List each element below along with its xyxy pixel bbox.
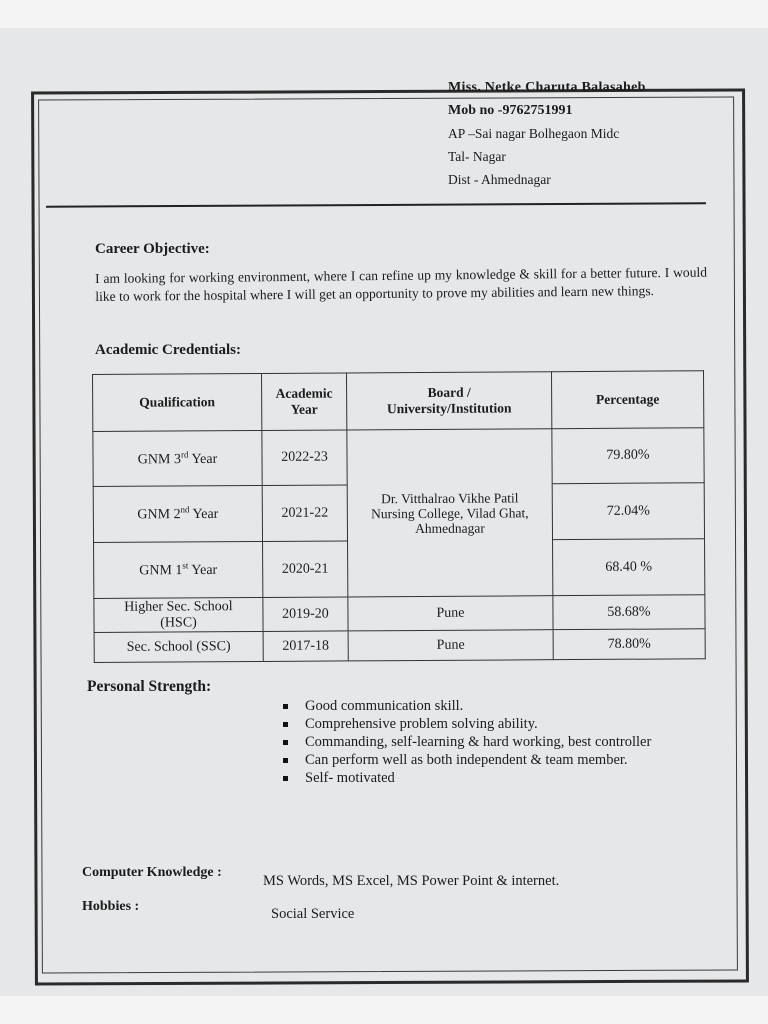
- year-cell: 2020-21: [263, 541, 348, 598]
- year-cell: 2019-20: [263, 597, 348, 632]
- hobbies-label: Hobbies :: [82, 899, 140, 914]
- percentage-cell: 58.68%: [553, 595, 705, 630]
- bullet-icon: [283, 704, 288, 709]
- bullet-icon: [283, 758, 288, 763]
- col-board-line2: University/Institution: [386, 400, 512, 417]
- qualification-line1: Higher Sec. School: [124, 598, 233, 615]
- qualification-cell: Sec. School (SSC): [94, 631, 263, 662]
- computer-knowledge-label: Computer Knowledge :: [82, 865, 222, 880]
- year-cell: 2017-18: [263, 631, 348, 662]
- taluka-line: Tal- Nagar: [448, 149, 506, 164]
- strength-text: Self- motivated: [305, 770, 395, 786]
- qualification-cell: [94, 541, 263, 598]
- list-item: [283, 769, 651, 787]
- col-academic-year: [261, 373, 346, 431]
- board-line2: Nursing College, Vilad Ghat,: [371, 504, 529, 521]
- strength-text: Comprehensive problem solving ability.: [305, 716, 538, 732]
- col-qualification: Qualification: [93, 373, 262, 431]
- computer-knowledge-value: MS Words, MS Excel, MS Power Point & internet.: [263, 873, 560, 889]
- strength-text: Can perform well as both independent & team member.: [305, 752, 628, 768]
- mobile-number: Mob no -9762751991: [448, 103, 573, 118]
- qualification-cell: [93, 430, 262, 486]
- col-board: [346, 372, 551, 430]
- percentage-cell: 79.80%: [552, 428, 704, 484]
- address-line: AP –Sai nagar Bolhegaon Midc: [448, 126, 620, 141]
- bullet-icon: [283, 722, 288, 727]
- qualification-year-word: Year: [189, 507, 219, 523]
- strength-text: Good communication skill.: [305, 698, 464, 714]
- contact-header: [448, 76, 646, 191]
- ordinal-suffix: rd: [180, 449, 189, 460]
- qualification-year-word: Year: [188, 451, 218, 467]
- board-line1: Dr. Vitthalrao Vikhe Patil: [381, 489, 519, 506]
- percentage-cell: 78.80%: [553, 629, 705, 660]
- qualification-year-word: Year: [188, 563, 218, 579]
- qualification-cell: [94, 597, 263, 632]
- bullet-icon: [283, 740, 288, 745]
- career-objective-heading: Career Objective:: [95, 241, 210, 257]
- table-row: [93, 428, 704, 487]
- personal-strength-heading: Personal Strength:: [87, 678, 212, 695]
- career-objective-text: I am looking for working environment, where I can refine up my knowledge & skill for a better future. I would like to work for the hospital where I will get an opportunity to prove my abilities and learn new things.: [95, 264, 708, 304]
- list-item: [283, 715, 651, 733]
- qualification-cell: [93, 485, 262, 542]
- list-item: [283, 733, 651, 751]
- qualification-text: GNM 1: [139, 563, 183, 579]
- ordinal-suffix: st: [182, 560, 189, 571]
- percentage-cell: 72.04%: [552, 483, 704, 540]
- list-item: [283, 751, 651, 769]
- table-row: [94, 629, 705, 663]
- academic-credentials-heading: Academic Credentials:: [95, 342, 241, 358]
- qualification-text: GNM 3: [137, 451, 182, 468]
- year-cell: 2022-23: [262, 430, 347, 486]
- list-item: [283, 697, 651, 715]
- board-cell-gnm: [347, 429, 553, 597]
- qualification-line2: (HSC): [160, 614, 197, 631]
- qualification-text: GNM 2: [137, 507, 181, 523]
- academic-credentials-table: [92, 370, 706, 663]
- ordinal-suffix: nd: [180, 504, 190, 515]
- strength-text: Commanding, self-learning & hard working, best controller: [305, 734, 652, 750]
- hobbies-value: Social Service: [271, 906, 355, 922]
- district-line: Dist - Ahmednagar: [448, 172, 551, 187]
- col-year-line2: Year: [290, 401, 318, 417]
- col-percentage: Percentage: [551, 371, 703, 429]
- col-year-line1: Academic: [275, 385, 333, 401]
- board-line3: Ahmednagar: [415, 520, 485, 536]
- candidate-name: Miss. Netke Charuta Balasaheb: [448, 80, 646, 95]
- board-cell: Pune: [348, 630, 553, 661]
- personal-strength-list: [283, 697, 651, 787]
- percentage-cell: 68.40 %: [553, 539, 705, 596]
- year-cell: 2021-22: [262, 485, 347, 542]
- table-header-row: [93, 371, 704, 432]
- board-cell: Pune: [348, 596, 553, 631]
- col-board-line1: Board /: [427, 384, 471, 400]
- table-row: [94, 595, 705, 633]
- bullet-icon: [283, 776, 288, 781]
